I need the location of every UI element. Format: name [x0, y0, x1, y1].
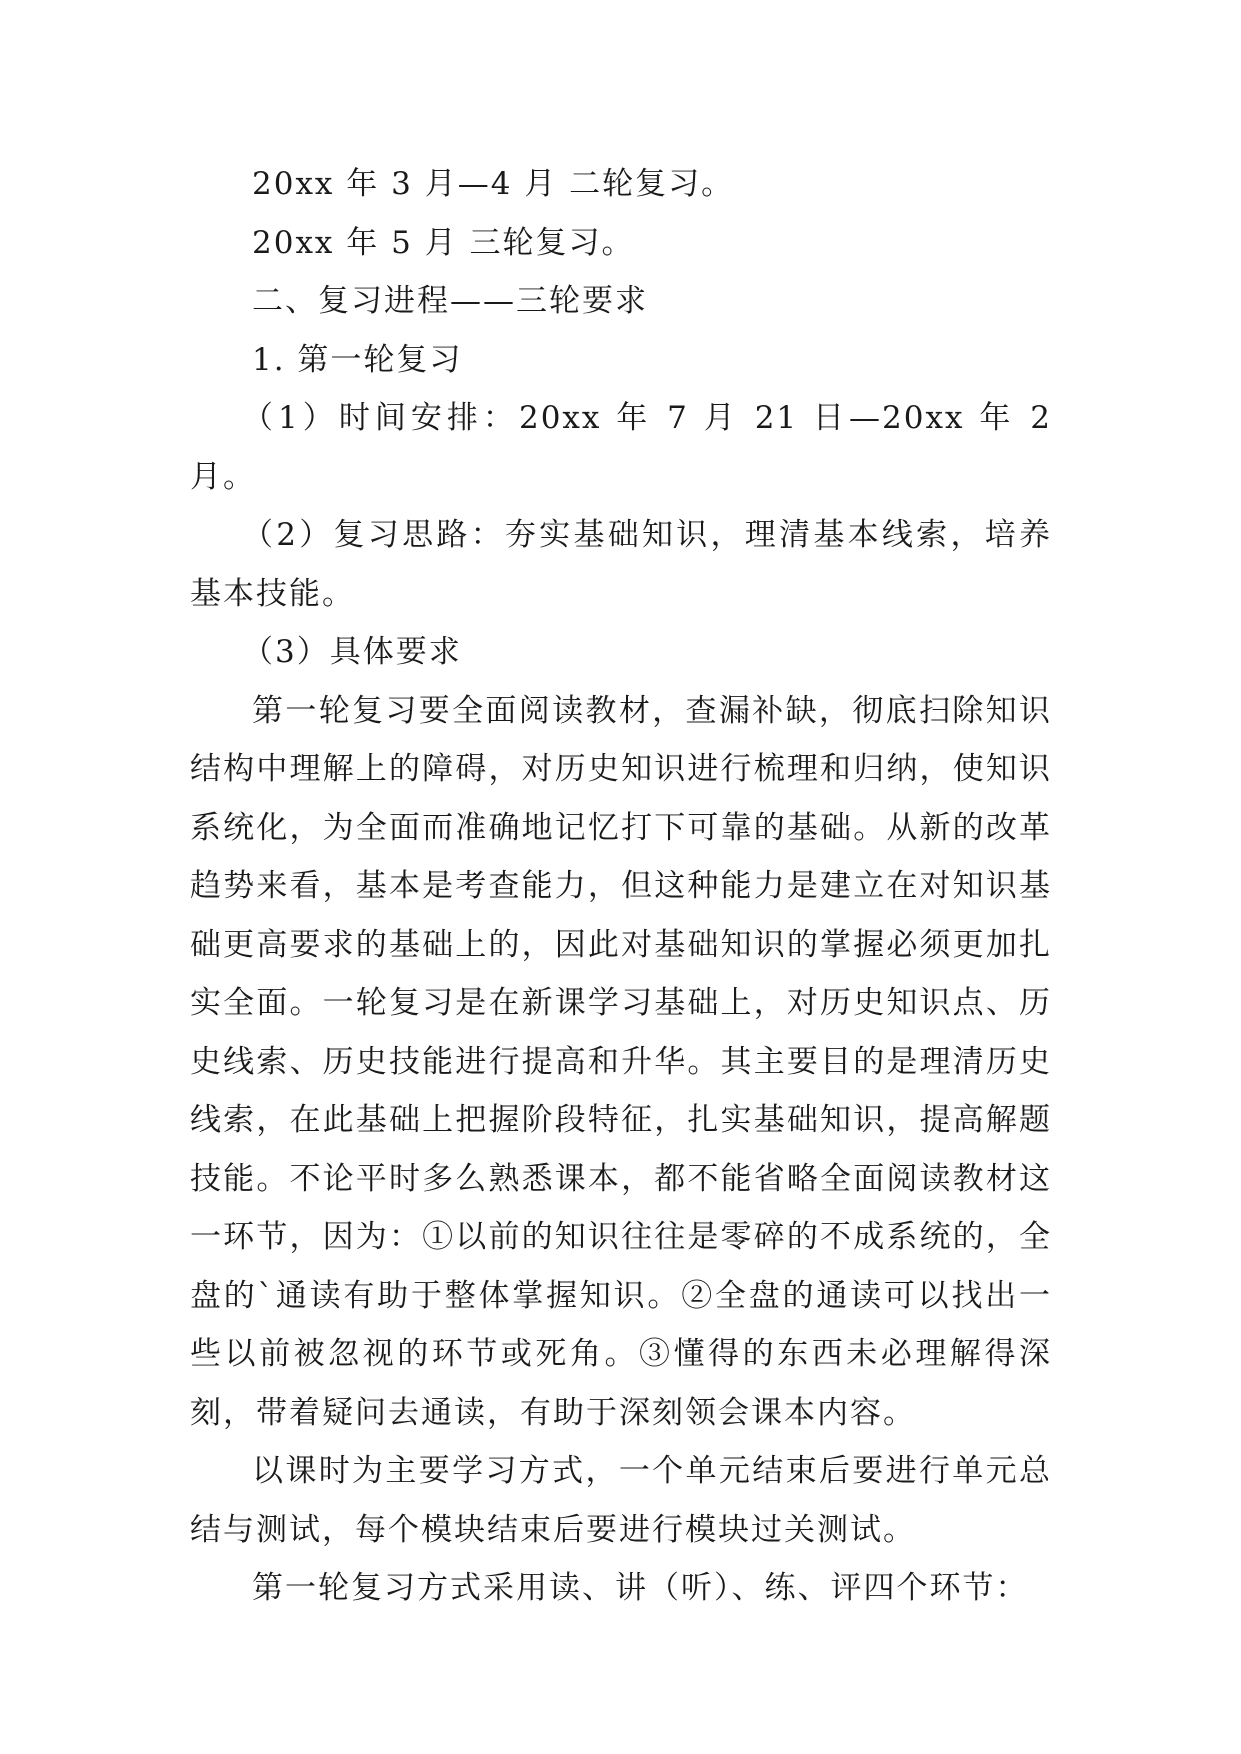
paragraph-lesson-method: 以课时为主要学习方式，一个单元结束后要进行单元总结与测试，每个模块结束后要进行模块过关测试。 [190, 1453, 1052, 1548]
paragraph-four-steps: 第一轮复习方式采用读、讲（听）、练、评四个环节： [252, 1570, 1029, 1606]
subheading-first-round: 1. 第一轮复习 [252, 341, 463, 378]
document-body [190, 155, 1052, 1618]
item-specific-requirements: （3）具体要求 [242, 634, 462, 670]
section-heading-review-process: 二、复习进程——三轮要求 [252, 283, 648, 319]
paragraph-first-round-detail: 第一轮复习要全面阅读教材，查漏补缺，彻底扫除知识结构中理解上的障碍，对历史知识进行梳理和归纳，使知识系统化，为全面而准确地记忆打下可靠的基础。从新的改革趋势来看，基本是考查能力，但这种能力是建立在对知识基础更高要求的基础上的，因此对基础知识的掌握必须更加扎实全面。一轮复习是在新课学习基础上，对历史知识点、历史线索、历史技能进行提高和升华。其主要目的是理清历史线索，在此基础上把握阶段特征，扎实基础知识，提高解题技能。不论平时多么熟悉课本，都不能省略全面阅读教材这一环节，因为：①以前的知识往往是零碎的不成系统的，全盘的`通读有助于整体掌握知识。②全盘的通读可以找出一些以前被忽视的环节或死角。③懂得的东西未必理解得深刻，带着疑问去通读，有助于深刻领会课本内容。 [190, 692, 1052, 1431]
item-review-approach: （2）复习思路：夯实基础知识，理清基本线索，培养基本技能。 [190, 517, 1052, 612]
paragraph-second-round: 20xx 年 3 月—4 月 二轮复习。 [252, 166, 735, 202]
item-time-schedule: （1）时间安排：20xx 年 7 月 21 日—20xx 年 2 月。 [190, 400, 1052, 495]
paragraph-third-round: 20xx 年 5 月 三轮复习。 [252, 224, 635, 261]
